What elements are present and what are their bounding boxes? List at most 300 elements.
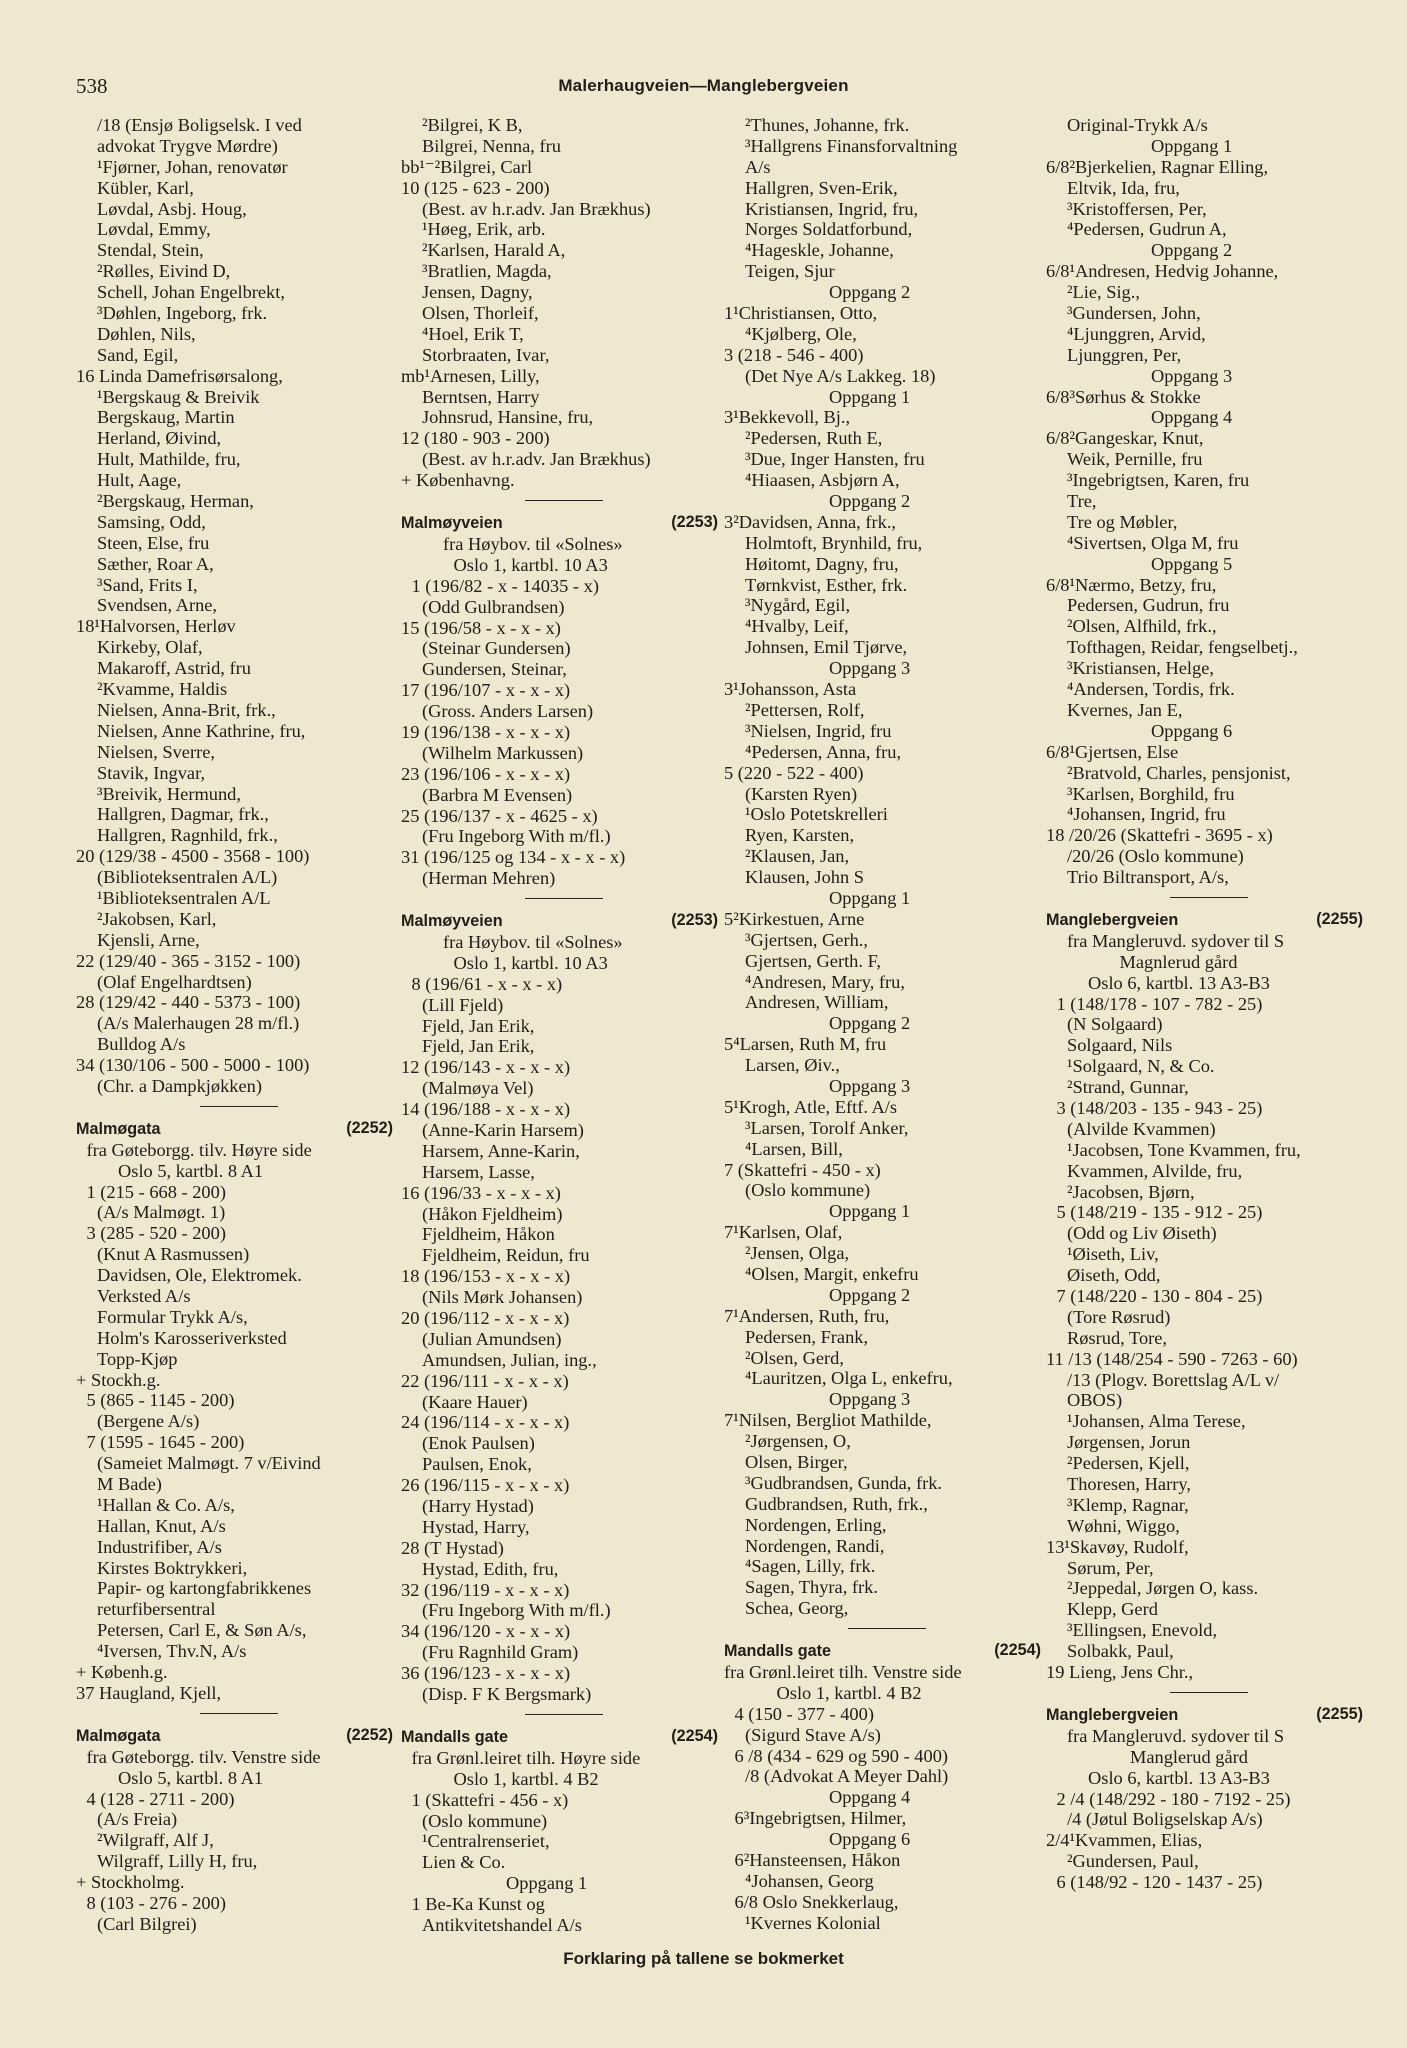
directory-line: Hystad, Edith, fru, (422, 1558, 559, 1579)
directory-line: ³Breivik, Hermund, (97, 783, 241, 804)
directory-line: 16 Linda Damefrisørsalong, (76, 365, 283, 386)
directory-line: Herland, Øivind, (97, 428, 222, 449)
running-head: Malerhaugveien—Manglebergveien (558, 76, 849, 95)
section-divider (200, 1713, 278, 1714)
directory-line: + Stockh.g. (76, 1369, 161, 1390)
directory-line: (A/s Malerhaugen 28 m/fl.) (97, 1013, 300, 1034)
directory-line: Wilgraff, Lilly H, fru, (97, 1851, 258, 1872)
directory-line: Paulsen, Enok, (422, 1454, 532, 1475)
directory-line: Petersen, Carl E, & Søn A/s, (97, 1620, 307, 1641)
directory-line: Ryen, Karsten, (745, 825, 855, 846)
directory-line: 3 (218 - 546 - 400) (724, 344, 864, 365)
directory-line: (Sigurd Stave A/s) (745, 1724, 881, 1745)
directory-line: 25 (196/137 - x - 4625 - x) (401, 805, 598, 826)
directory-line: (Det Nye A/s Lakkeg. 18) (745, 365, 936, 386)
directory-line: ⁴Lauritzen, Olga L, enkefru, (745, 1368, 953, 1389)
street-name: Malmøyveien (401, 912, 503, 931)
directory-line: ⁴Iversen, Thv.N, A/s (97, 1641, 247, 1662)
directory-line: Topp-Kjøp (97, 1348, 178, 1369)
directory-line: Oslo 1, kartbl. 10 A3 (453, 554, 608, 575)
directory-line: (Gross. Anders Larsen) (422, 701, 594, 722)
directory-line: ³Bratlien, Magda, (422, 261, 552, 282)
directory-line: 18 /20/26 (Skattefri - 3695 - x) (1046, 825, 1273, 846)
column-2 (401, 115, 726, 1936)
directory-line: ³Ingebrigtsen, Karen, fru (1067, 470, 1250, 491)
directory-line: Sand, Egil, (97, 344, 179, 365)
street-heading (1046, 1704, 1371, 1726)
directory-line: (Barbra M Evensen) (422, 784, 573, 805)
directory-line: Løvdal, Asbj. Houg, (97, 198, 247, 219)
directory-line: ²Bergskaug, Herman, (97, 491, 254, 512)
directory-line: Tofthagen, Reidar, fengselbetj., (1067, 637, 1298, 658)
directory-line: (Lill Fjeld) (422, 994, 504, 1015)
directory-line: 3 (285 - 520 - 200) (86, 1223, 226, 1244)
directory-line: Eltvik, Ida, fru, (1067, 177, 1180, 198)
directory-line: 6/8¹Gjertsen, Else (1046, 741, 1179, 762)
directory-line: Kvammen, Alvilde, fru, (1067, 1160, 1243, 1181)
directory-line: fra Mangleruvd. sydover til S (1067, 930, 1285, 951)
directory-line: Olsen, Birger, (745, 1452, 848, 1472)
directory-line: ²Strand, Gunnar, (1067, 1077, 1189, 1098)
directory-line: 1¹Christiansen, Otto, (724, 303, 878, 324)
street-name: Malmøyveien (401, 514, 503, 533)
directory-line: ¹Biblioteksentralen A/L (97, 887, 271, 908)
directory-line: Kvernes, Jan E, (1067, 699, 1183, 720)
directory-line: ⁴Andresen, Mary, fru, (745, 971, 905, 992)
directory-line: Verksted A/s (97, 1286, 191, 1306)
directory-line: M Bade) (97, 1474, 162, 1495)
directory-line: ⁴Sivertsen, Olga M, fru (1067, 532, 1239, 553)
directory-line: 6/8³Sørhus & Stokke (1046, 386, 1201, 407)
directory-line: (Knut A Rasmussen) (97, 1244, 250, 1265)
directory-line: 3²Davidsen, Anna, frk., (724, 511, 897, 532)
directory-line: ³Gjertsen, Gerh., (745, 929, 868, 950)
street-code: (2254) (671, 1726, 718, 1745)
directory-line: 11 /13 (148/254 - 590 - 7263 - 60) (1046, 1348, 1298, 1369)
directory-line: Davidsen, Ole, Elektromek. (97, 1265, 302, 1286)
directory-line: /8 (Advokat A Meyer Dahl) (745, 1766, 949, 1787)
directory-line: 5 (865 - 1145 - 200) (86, 1390, 235, 1411)
directory-line: (Disp. F K Bergsmark) (422, 1684, 592, 1705)
directory-line: ³Nielsen, Ingrid, fru (745, 720, 892, 741)
directory-line: Jørgensen, Jorun (1067, 1432, 1191, 1453)
directory-line: ²Pettersen, Rolf, (745, 699, 865, 720)
directory-line: 19 (196/138 - x - x - x) (401, 721, 571, 742)
directory-line: Kübler, Karl, (97, 177, 194, 198)
directory-line: ¹Fjørner, Johan, renovatør (97, 156, 288, 177)
directory-line: ²Wilgraff, Alf J, (97, 1830, 214, 1851)
directory-line: ⁴Johansen, Ingrid, fru (1067, 804, 1226, 825)
directory-line: Hult, Aage, (97, 470, 182, 491)
directory-line: (Harry Hystad) (422, 1496, 534, 1517)
directory-line: ³Kristiansen, Helge, (1067, 658, 1214, 679)
directory-line: Oslo 6, kartbl. 13 A3-B3 (1088, 972, 1270, 993)
directory-line: Wøhni, Wiggo, (1067, 1515, 1180, 1536)
directory-line: 20 (129/38 - 4500 - 3568 - 100) (76, 846, 310, 867)
directory-line: (Fru Ingeborg With m/fl.) (422, 826, 611, 847)
directory-line: Kirstes Boktrykkeri, (97, 1557, 248, 1578)
directory-line: Nielsen, Sverre, (97, 741, 215, 762)
directory-line: Oppgang 5 (1151, 553, 1233, 574)
directory-line: (Malmøya Vel) (422, 1078, 534, 1099)
directory-line: 26 (196/115 - x - x - x) (401, 1475, 570, 1496)
directory-line: 1 (215 - 668 - 200) (86, 1181, 226, 1202)
directory-line: (Julian Amundsen) (422, 1328, 562, 1349)
directory-line: Nordengen, Erling, (745, 1514, 887, 1535)
directory-line: Johnsen, Emil Tjørve, (745, 637, 908, 658)
directory-line: 28 (129/42 - 440 - 5373 - 100) (76, 992, 301, 1013)
street-code: (2252) (346, 1725, 393, 1744)
directory-line: 32 (196/119 - x - x - x) (401, 1579, 570, 1600)
directory-line: Harsem, Lasse, (422, 1161, 535, 1182)
directory-line: Oslo 5, kartbl. 8 A1 (118, 1767, 264, 1788)
directory-line: Gjertsen, Gerth. F, (745, 950, 881, 971)
directory-line: Gudbrandsen, Ruth, frk., (745, 1493, 928, 1514)
directory-line: /13 (Plogv. Borettslag A/L v/ (1067, 1369, 1280, 1390)
directory-line: 2/4¹Kvammen, Elias, (1046, 1830, 1203, 1851)
directory-line: 5 (148/219 - 135 - 912 - 25) (1056, 1202, 1263, 1223)
directory-line: returfibersentral (97, 1599, 216, 1620)
directory-line: ²Karlsen, Harald A, (422, 240, 566, 261)
directory-line: 1 Be-Ka Kunst og (411, 1894, 545, 1915)
directory-line: advokat Trygve Mørdre) (97, 135, 278, 156)
street-heading (724, 1640, 1049, 1662)
directory-line: Hallgren, Dagmar, frk., (97, 804, 269, 825)
street-code: (2254) (994, 1641, 1041, 1660)
directory-line: Hystad, Harry, (422, 1516, 530, 1537)
section-divider (1170, 897, 1248, 898)
directory-line: 16 (196/33 - x - x - x) (401, 1182, 561, 1203)
directory-line: (Biblioteksentralen A/L) (97, 867, 278, 888)
directory-line: /20/26 (Oslo kommune) (1067, 846, 1244, 867)
directory-line: Hult, Mathilde, fru, (97, 449, 241, 470)
directory-line: Schell, Johan Engelbrekt, (97, 282, 285, 303)
directory-line: 20 (196/112 - x - x - x) (401, 1308, 570, 1329)
directory-line: (N Solgaard) (1067, 1014, 1163, 1035)
directory-line: ³Sand, Frits I, (97, 574, 198, 595)
directory-line: ³Nygård, Egil, (745, 595, 851, 616)
directory-line: Oslo 6, kartbl. 13 A3-B3 (1088, 1767, 1270, 1788)
directory-line: Solgaard, Nils (1067, 1035, 1173, 1056)
directory-line: Tørnkvist, Esther, frk. (745, 574, 908, 595)
directory-line: (Bergene A/s) (97, 1411, 200, 1432)
directory-line: fra Gøteborgg. tilv. Venstre side (86, 1746, 321, 1767)
directory-line: 7 (148/220 - 130 - 804 - 25) (1056, 1286, 1263, 1306)
street-name: Manglebergveien (1046, 910, 1179, 929)
street-name: Mandalls gate (724, 1642, 832, 1661)
directory-line: Samsing, Odd, (97, 511, 206, 532)
directory-line: Industrifiber, A/s (97, 1536, 222, 1557)
street-code: (2252) (346, 1118, 393, 1137)
directory-line: Nielsen, Anna-Brit, frk., (97, 699, 276, 720)
directory-line: (Fru Ingeborg With m/fl.) (422, 1600, 611, 1621)
directory-line: Papir- og kartongfabrikkenes (97, 1578, 312, 1599)
directory-line: ¹Oslo Potetskrelleri (745, 804, 888, 825)
directory-line: ¹Øiseth, Liv, (1067, 1244, 1159, 1265)
directory-line: Lien & Co. (422, 1852, 506, 1873)
directory-line: (Herman Mehren) (422, 868, 556, 889)
directory-line: ²Gundersen, Paul, (1067, 1851, 1199, 1872)
section-divider (1170, 1692, 1248, 1693)
directory-line: ⁴Larsen, Bill, (745, 1138, 843, 1159)
directory-line: Oppgang 6 (1151, 720, 1233, 741)
directory-line: (Olaf Engelhardtsen) (97, 971, 252, 992)
directory-line: Holmtoft, Brynhild, fru, (745, 532, 923, 553)
street-name: Manglebergveien (1046, 1705, 1179, 1724)
directory-line: 4 (150 - 377 - 400) (734, 1703, 874, 1724)
directory-line: ³Karlsen, Borghild, fru (1067, 783, 1235, 804)
street-heading (401, 512, 726, 534)
directory-line: Harsem, Anne-Karin, (422, 1140, 580, 1161)
directory-line: 31 (196/125 og 134 - x - x - x) (401, 847, 626, 868)
directory-line: Stavik, Ingvar, (97, 762, 206, 783)
street-heading (1046, 909, 1371, 931)
directory-line: Hallgren, Sven-Erik, (745, 177, 898, 198)
directory-line: Døhlen, Nils, (97, 323, 196, 344)
directory-line: Weik, Pernille, fru (1067, 449, 1203, 470)
directory-line: ²Thunes, Johanne, frk. (745, 115, 910, 135)
directory-line: 6/8¹Nærmo, Betzy, fru, (1046, 574, 1217, 595)
directory-line: Klausen, John S (745, 867, 865, 888)
directory-line: Antikvitetshandel A/s (422, 1914, 582, 1935)
directory-line: 5⁴Larsen, Ruth M, fru (724, 1034, 887, 1055)
directory-line: (Odd og Liv Øiseth) (1067, 1223, 1217, 1244)
directory-line: ⁴Andersen, Tordis, frk. (1067, 679, 1235, 700)
directory-line: Berntsen, Harry (422, 386, 540, 407)
directory-line: Oppgang 4 (829, 1787, 911, 1808)
directory-line: 5²Kirkestuen, Arne (724, 908, 865, 929)
directory-line: (Carl Bilgrei) (97, 1913, 197, 1934)
directory-line: 3¹Johansson, Asta (724, 679, 857, 700)
directory-line: 6/8²Bjerkelien, Ragnar Elling, (1046, 156, 1269, 177)
directory-line: ¹Kvernes Kolonial (745, 1912, 881, 1933)
directory-line: Ljunggren, Per, (1067, 344, 1182, 365)
directory-line: + Stockholmg. (76, 1872, 185, 1893)
directory-line: Oppgang 1 (829, 386, 911, 407)
directory-line: Stendal, Stein, (97, 240, 204, 261)
directory-line: ⁴Ljunggren, Arvid, (1067, 323, 1206, 344)
directory-line: ²Pedersen, Ruth E, (745, 428, 883, 449)
street-code: (2255) (1316, 1704, 1363, 1723)
directory-line: 5¹Krogh, Atle, Eftf. A/s (724, 1096, 898, 1117)
directory-line: ²Jørgensen, O, (745, 1431, 851, 1452)
directory-line: ³Klemp, Ragnar, (1067, 1494, 1189, 1515)
directory-line: Tre, (1067, 491, 1097, 512)
directory-line: fra Gøteborgg. tilv. Høyre side (86, 1139, 312, 1160)
directory-line: (Karsten Ryen) (745, 783, 858, 804)
directory-line: ²Klausen, Jan, (745, 846, 850, 867)
directory-line: (Alvilde Kvammen) (1067, 1118, 1216, 1139)
section-divider (525, 898, 603, 899)
directory-line: ⁴Pedersen, Gudrun A, (1067, 219, 1227, 240)
directory-line: Oppgang 4 (1151, 407, 1233, 428)
directory-line: Olsen, Thorleif, (422, 303, 539, 324)
directory-line: ³Kristoffersen, Per, (1067, 198, 1207, 219)
directory-line: 34 (196/120 - x - x - x) (401, 1621, 571, 1642)
directory-line: Oppgang 1 (829, 1201, 911, 1222)
street-code: (2253) (671, 911, 718, 930)
directory-line: 6 /8 (434 - 629 og 590 - 400) (734, 1745, 949, 1766)
directory-line: (Enok Paulsen) (422, 1433, 535, 1454)
directory-line: (Nils Mørk Johansen) (422, 1287, 583, 1308)
street-heading (76, 1118, 401, 1140)
directory-line: Johnsrud, Hansine, fru, (422, 407, 594, 428)
directory-line: Kjensli, Arne, (97, 929, 200, 950)
directory-line: 7¹Karlsen, Olaf, (724, 1222, 843, 1243)
directory-line: 8 (103 - 276 - 200) (86, 1892, 226, 1913)
directory-line: (Tore Røsrud) (1067, 1306, 1171, 1327)
directory-line: (Wilhelm Markussen) (422, 742, 584, 763)
street-heading (76, 1725, 401, 1747)
directory-line: ¹Jacobsen, Tone Kvammen, fru, (1067, 1139, 1301, 1160)
directory-line: Amundsen, Julian, ing., (422, 1349, 597, 1370)
directory-line: Løvdal, Emmy, (97, 219, 211, 240)
directory-line: Andresen, William, (745, 992, 889, 1013)
directory-line: 6 (148/92 - 120 - 1437 - 25) (1056, 1872, 1263, 1893)
directory-line: ⁴Hvalby, Leif, (745, 616, 849, 637)
street-code: (2253) (671, 513, 718, 532)
directory-line: ⁴Johansen, Georg (745, 1870, 874, 1891)
directory-line: Røsrud, Tore, (1067, 1327, 1168, 1348)
directory-line: bb¹⁻²Bilgrei, Carl (401, 156, 533, 177)
directory-line: Formular Trykk A/s, (97, 1306, 248, 1327)
street-heading (401, 1726, 726, 1748)
directory-line: (Fru Ragnhild Gram) (422, 1642, 579, 1663)
directory-line: Original-Trykk A/s (1067, 115, 1208, 135)
street-heading (401, 910, 726, 932)
directory-line: 10 (125 - 623 - 200) (401, 177, 550, 198)
directory-line: Bergskaug, Martin (97, 407, 235, 428)
directory-line: Kristiansen, Ingrid, fru, (745, 198, 919, 219)
directory-line: ⁴Hoel, Erik T, (422, 323, 524, 344)
directory-line: Pedersen, Frank, (745, 1326, 869, 1347)
directory-line: ¹Bergskaug & Breivik (97, 386, 260, 407)
directory-line: Hallan, Knut, A/s (97, 1515, 226, 1536)
street-name: Malmøgata (76, 1726, 161, 1745)
directory-line: ⁴Kjølberg, Ole, (745, 323, 857, 344)
column-1 (76, 115, 401, 1935)
directory-line: fra Grønl.leiret tilh. Venstre side (724, 1662, 962, 1683)
directory-line: 5 (220 - 522 - 400) (724, 762, 864, 783)
street-name: Mandalls gate (401, 1727, 509, 1746)
directory-line: Fjeld, Jan Erik, (422, 1036, 535, 1057)
directory-line: ⁴Hiaasen, Asbjørn A, (745, 470, 900, 491)
directory-line: ²Pedersen, Kjell, (1067, 1453, 1190, 1474)
directory-line: Oppgang 2 (829, 282, 911, 303)
directory-line: Oppgang 2 (1151, 240, 1233, 261)
directory-line: ¹Centralrenseriet, (422, 1831, 550, 1852)
directory-line: 6²Hansteensen, Håkon (734, 1850, 901, 1871)
directory-line: ¹Johansen, Alma Terese, (1067, 1411, 1246, 1432)
directory-line: 34 (130/106 - 500 - 5000 - 100) (76, 1055, 310, 1076)
directory-line: Pedersen, Gudrun, fru (1067, 595, 1230, 616)
directory-line: Oppgang 2 (829, 491, 911, 512)
directory-line: ²Rølles, Eivind D, (97, 261, 231, 282)
directory-line: 6³Ingebrigtsen, Hilmer, (734, 1808, 907, 1829)
directory-line: Magnlerud gård (1119, 951, 1238, 972)
directory-line: + Københavng. (401, 470, 515, 491)
directory-line: 2 /4 (148/292 - 180 - 7192 - 25) (1056, 1788, 1291, 1809)
directory-line: Hallgren, Ragnhild, frk., (97, 825, 278, 846)
directory-line: Makaroff, Astrid, fru (97, 658, 251, 679)
directory-line: (Best. av h.r.adv. Jan Brækhus) (422, 198, 651, 219)
directory-line: + Københ.g. (76, 1662, 168, 1683)
directory-line: Oppgang 1 (829, 887, 911, 908)
directory-line: mb¹Arnesen, Lilly, (401, 365, 540, 386)
directory-line: Oppgang 2 (829, 1284, 911, 1305)
directory-line: fra Høybov. til «Solnes» (443, 533, 623, 554)
directory-line: Teigen, Sjur (745, 261, 835, 282)
directory-line: 6/8 Oslo Snekkerlaug, (734, 1891, 899, 1912)
directory-line: (A/s Freia) (97, 1809, 178, 1830)
directory-line: Manglerud gård (1130, 1746, 1248, 1767)
directory-line: 3¹Bekkevoll, Bj., (724, 407, 851, 428)
directory-line: 1 (Skattefri - 456 - x) (411, 1789, 569, 1810)
directory-line: 18 (196/153 - x - x - x) (401, 1266, 571, 1287)
directory-line: Oppgang 1 (506, 1873, 588, 1894)
directory-line: 22 (196/111 - x - x - x) (401, 1370, 569, 1391)
directory-line: 8 (196/61 - x - x - x) (411, 973, 563, 994)
directory-line: Oslo 5, kartbl. 8 A1 (118, 1160, 264, 1181)
directory-line: A/s (745, 156, 771, 177)
directory-line: Schea, Georg, (745, 1598, 849, 1619)
directory-line: (Anne-Karin Harsem) (422, 1120, 584, 1140)
directory-line: 12 (196/143 - x - x - x) (401, 1057, 571, 1078)
directory-line: Høitomt, Dagny, fru, (745, 553, 899, 574)
directory-line: 19 Lieng, Jens Chr., (1046, 1662, 1194, 1683)
directory-line: Larsen, Øiv., (745, 1055, 840, 1076)
directory-line: 6/8¹Andresen, Hedvig Johanne, (1046, 261, 1279, 282)
directory-line: ³Ellingsen, Enevold, (1067, 1620, 1218, 1641)
directory-line: Nielsen, Anne Kathrine, fru, (97, 720, 306, 741)
directory-line: Fjeld, Jan Erik, (422, 1015, 535, 1036)
directory-line: ²Olsen, Gerd, (745, 1347, 844, 1368)
directory-line: ²Bilgrei, K B, (422, 115, 523, 135)
directory-line: (Sameiet Malmøgt. 7 v/Eivind (97, 1453, 321, 1474)
directory-line: ³Gudbrandsen, Gunda, frk. (745, 1472, 943, 1493)
directory-line: Bulldog A/s (97, 1034, 186, 1055)
column-4 (1046, 115, 1371, 1893)
directory-line: ⁴Hageskle, Johanne, (745, 240, 894, 261)
directory-line: 23 (196/106 - x - x - x) (401, 763, 571, 784)
directory-line: (Håkon Fjeldheim) (422, 1203, 563, 1224)
directory-line: /4 (Jøtul Boligselskap A/s) (1067, 1809, 1263, 1830)
directory-line: Fjeldheim, Håkon (422, 1224, 555, 1245)
directory-line: Oppgang 3 (829, 1075, 911, 1096)
directory-line: 28 (T Hystad) (401, 1537, 504, 1558)
directory-line: 7¹Andersen, Ruth, fru, (724, 1305, 890, 1326)
directory-line: Trio Biltransport, A/s, (1067, 867, 1229, 888)
section-divider (200, 1106, 278, 1107)
directory-line: Holm's Karosseriverksted (97, 1327, 287, 1348)
directory-line: 7 (Skattefri - 450 - x) (724, 1159, 881, 1180)
directory-line: Steen, Else, fru (97, 532, 210, 553)
directory-line: 7 (1595 - 1645 - 200) (86, 1432, 245, 1453)
directory-line: 17 (196/107 - x - x - x) (401, 680, 571, 701)
directory-line: 13¹Skavøy, Rudolf, (1046, 1536, 1189, 1557)
directory-line: Thoresen, Harry, (1067, 1474, 1191, 1495)
directory-line: 37 Haugland, Kjell, (76, 1682, 222, 1703)
directory-line: Klepp, Gerd (1067, 1599, 1158, 1620)
directory-line: Norges Soldatforbund, (745, 219, 913, 240)
directory-line: Kirkeby, Olaf, (97, 637, 203, 658)
directory-line: ³Gundersen, John, (1067, 303, 1201, 324)
directory-line: 24 (196/114 - x - x - x) (401, 1412, 570, 1433)
street-code: (2255) (1316, 909, 1363, 928)
directory-line: (Steinar Gundersen) (422, 638, 571, 659)
directory-line: fra Mangleruvd. sydover til S (1067, 1725, 1285, 1746)
footer-note: Forklaring på tallene se bokmerket (563, 1949, 844, 1968)
